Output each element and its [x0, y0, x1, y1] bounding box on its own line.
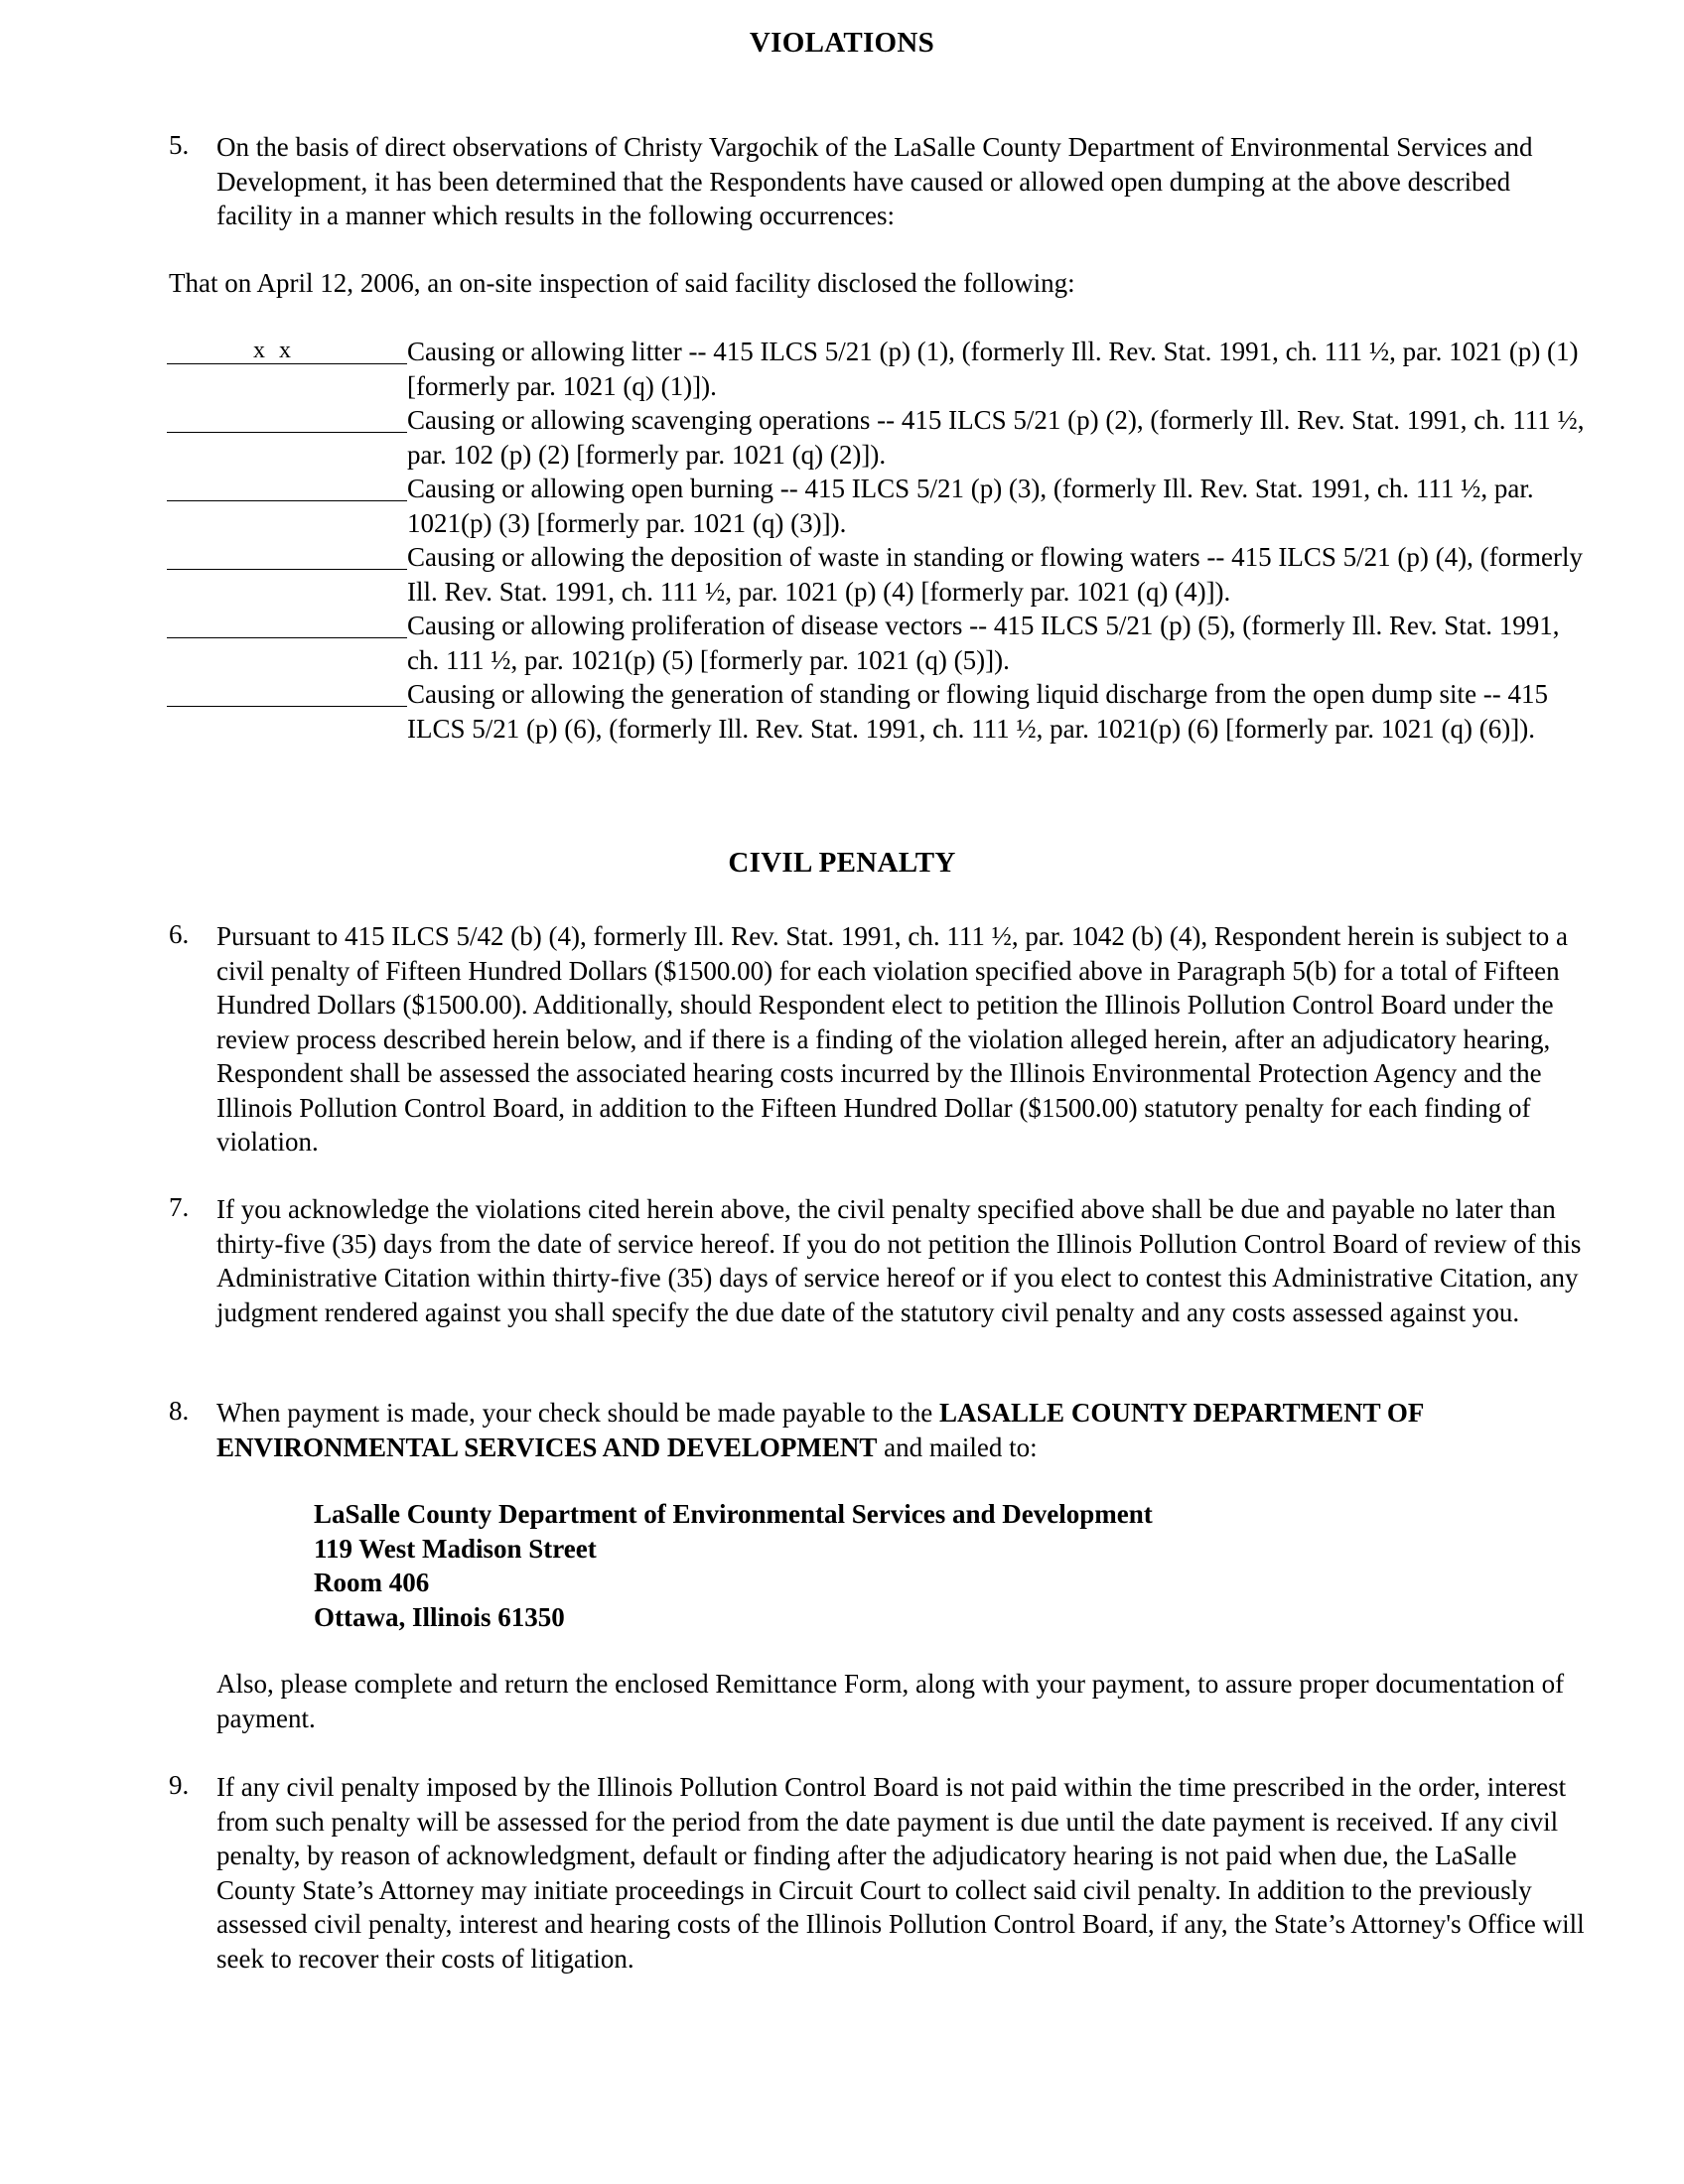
paragraph-6-number: 6. [169, 919, 190, 949]
mailing-address [314, 1497, 1153, 1634]
paragraph-5-number: 5. [169, 130, 190, 160]
violation-text: Causing or allowing proliferation of disease vectors -- 415 ILCS 5/21 (p) (5), (formerly Ill. Rev. Stat. 1991, ch. 111 ½, par. 1021(p) (5) [formerly par. 1021 (q) (5)]). [407, 611, 1560, 675]
payee-name: LASALLE COUNTY DEPARTMENT OF ENVIRONMENTAL SERVICES AND DEVELOPMENT [216, 1398, 1424, 1462]
violation-text: Causing or allowing scavenging operations -- 415 ILCS 5/21 (p) (2), (formerly Ill. Rev. Stat. 1991, ch. 111 ½, par. 102 (p) (2) [formerly par. 1021 (q) (2)]). [407, 405, 1585, 470]
paragraph-8-lead: When payment is made, your check should be made payable to the [216, 1398, 940, 1428]
paragraph-5-text: On the basis of direct observations of Christy Vargochik of the LaSalle County Department of Environmental Services and Development, it has been determined that the Respondents have caused or allowed open dumping at the above described facility in a manner which results in the following occurrences: [216, 132, 1533, 230]
paragraph-9-number: 9. [169, 1770, 190, 1800]
violation-text: Causing or allowing the deposition of waste in standing or flowing waters -- 415 ILCS 5/21 (p) (4), (formerly Ill. Rev. Stat. 1991, ch. 111 ½, par. 1021 (p) (4) [formerly par. 1021 (q) (4)]). [407, 542, 1584, 607]
violation-text: Causing or allowing litter -- 415 ILCS 5/21 (p) (1), (formerly Ill. Rev. Stat. 1991, ch. 111 ½, par. 1021 (p) (1) [formerly par. 1021 (q) (1)]). [407, 337, 1579, 401]
violations-heading: VIOLATIONS [749, 27, 935, 59]
address-line: LaSalle County Department of Environmental Services and Development [314, 1499, 1153, 1529]
paragraph-7-text: If you acknowledge the violations cited herein above, the civil penalty specified above shall be due and payable no later than thirty-five (35) days from the date of service hereof. If you do not petition the Illinois Pollution Control Board of review of this Administrative Citation within thirty-five (35) days of service hereof or if you elect to contest this Administrative Citation, any judgment rendered against you shall specify the due date of the statutory civil penalty and any costs assessed against you. [216, 1194, 1582, 1327]
address-line: 119 West Madison Street [314, 1533, 597, 1564]
violation-check-blank [167, 612, 407, 638]
violation-check-mark: x x [253, 338, 295, 363]
paragraph-8-number: 8. [169, 1396, 190, 1426]
paragraph-7-number: 7. [169, 1192, 190, 1222]
violation-check-blank [167, 680, 407, 707]
violation-text: Causing or allowing the generation of standing or flowing liquid discharge from the open dump site -- 415 ILCS 5/21 (p) (6), (formerly Ill. Rev. Stat. 1991, ch. 111 ½, par. 1021(p) (6) [formerly par. 1021 (q) (6)]). [407, 679, 1549, 744]
paragraph-6-text: Pursuant to 415 ILCS 5/42 (b) (4), formerly Ill. Rev. Stat. 1991, ch. 111 ½, par. 1042 (b) (4), Respondent herein is subject to a civil penalty of Fifteen Hundred Dollars ($1500.00) for each violation specified above in Paragraph 5(b) for a total of Fifteen Hundred Dollars ($1500.00). Additionally, should Respondent elect to petition the Illinois Pollution Control Board under the review process described herein below, and if there is a finding of the violation alleged herein, after an adjudicatory hearing, Respondent shall be assessed the associated hearing costs incurred by the Illinois Environmental Protection Agency and the Illinois Pollution Control Board, in addition to the Fifteen Hundred Dollar ($1500.00) statutory penalty for each finding of violation. [216, 921, 1569, 1157]
civil-penalty-heading: CIVIL PENALTY [728, 847, 956, 879]
address-line: Room 406 [314, 1568, 430, 1597]
remittance-note: Also, please complete and return the enclosed Remittance Form, along with your payment, to assure proper documentation of payment. [216, 1669, 1565, 1733]
violation-check-blank [167, 406, 407, 433]
paragraph-8-text [216, 1396, 1585, 1464]
address-line: Ottawa, Illinois 61350 [314, 1601, 565, 1632]
violation-check-blank [167, 543, 407, 570]
violation-text: Causing or allowing open burning -- 415 ILCS 5/21 (p) (3), (formerly Ill. Rev. Stat. 1991, ch. 111 ½, par. 1021(p) (3) [formerly par. 1021 (q) (3)]). [407, 474, 1534, 538]
paragraph-9-text: If any civil penalty imposed by the Illinois Pollution Control Board is not paid within the time prescribed in the order, interest from such penalty will be assessed for the period from the date payment is due until the date payment is received. If any civil penalty, by reason of acknowledgment, default or finding after the adjudicatory hearing is not paid when due, the LaSalle County State’s Attorney may initiate proceedings in Circuit Court to collect said civil penalty. In addition to the previously assessed civil penalty, interest and hearing costs of the Illinois Pollution Control Board, if any, the State’s Attorney's Office will seek to recover their costs of litigation. [216, 1772, 1585, 1974]
paragraph-8-tail: and mailed to: [877, 1432, 1038, 1462]
inspection-line: That on April 12, 2006, an on-site inspection of said facility disclosed the following: [169, 268, 1075, 298]
violation-check-blank [167, 475, 407, 501]
